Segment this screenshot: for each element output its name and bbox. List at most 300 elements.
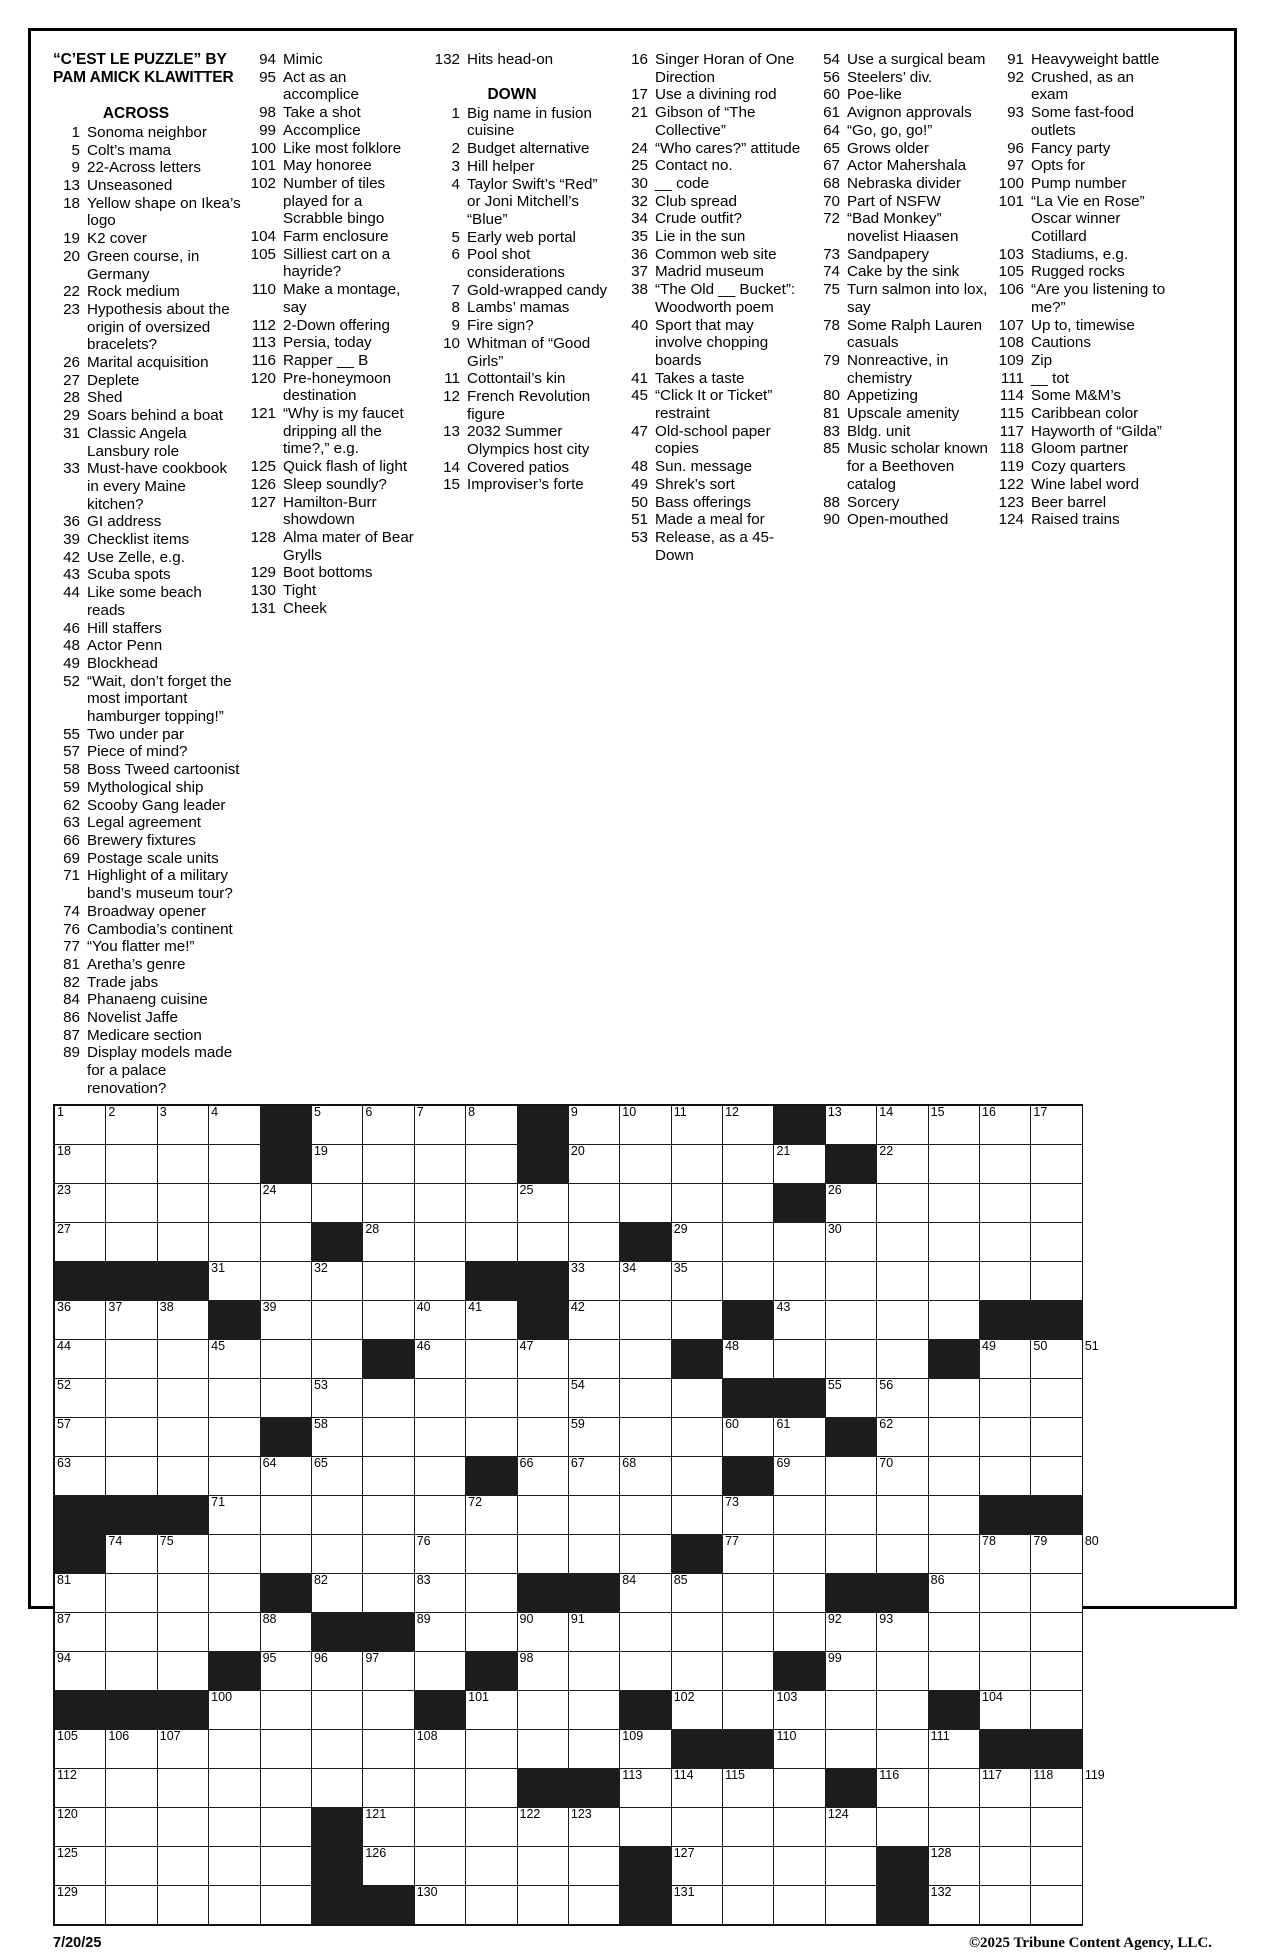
grid-cell[interactable]	[311, 1300, 362, 1339]
grid-cell[interactable]	[877, 1144, 928, 1183]
grid-cell[interactable]	[363, 1378, 414, 1417]
grid-cell[interactable]	[1031, 1846, 1082, 1885]
grid-cell[interactable]	[209, 1885, 260, 1925]
grid-cell[interactable]	[825, 1105, 876, 1145]
grid-cell[interactable]	[825, 1183, 876, 1222]
grid-cell[interactable]	[620, 1807, 671, 1846]
grid-cell[interactable]	[774, 1846, 825, 1885]
grid-cell[interactable]	[54, 1456, 106, 1495]
grid-cell[interactable]	[311, 1261, 362, 1300]
grid-cell[interactable]	[568, 1222, 619, 1261]
grid-cell[interactable]	[568, 1339, 619, 1378]
grid-cell[interactable]	[980, 1378, 1031, 1417]
grid-cell[interactable]	[825, 1300, 876, 1339]
grid-cell[interactable]	[414, 1534, 465, 1573]
grid-cell[interactable]	[620, 1651, 671, 1690]
grid-cell[interactable]	[774, 1144, 825, 1183]
grid-cell[interactable]	[311, 1495, 362, 1534]
grid-cell[interactable]	[363, 1222, 414, 1261]
grid-cell[interactable]	[209, 1573, 260, 1612]
grid-cell[interactable]	[980, 1183, 1031, 1222]
grid-cell[interactable]	[620, 1456, 671, 1495]
grid-cell[interactable]	[568, 1105, 619, 1145]
grid-cell[interactable]	[723, 1222, 774, 1261]
grid-cell[interactable]	[825, 1612, 876, 1651]
grid-cell[interactable]	[774, 1261, 825, 1300]
grid-cell[interactable]	[466, 1534, 517, 1573]
grid-cell[interactable]	[774, 1456, 825, 1495]
grid-cell[interactable]	[825, 1456, 876, 1495]
grid-cell[interactable]	[260, 1534, 311, 1573]
grid-cell[interactable]	[1031, 1339, 1082, 1378]
grid-cell[interactable]	[877, 1729, 928, 1768]
grid-cell[interactable]	[1031, 1261, 1082, 1300]
grid-cell[interactable]	[517, 1729, 568, 1768]
grid-cell[interactable]	[877, 1300, 928, 1339]
grid-cell[interactable]	[980, 1105, 1031, 1145]
grid-cell[interactable]	[1031, 1807, 1082, 1846]
grid-cell[interactable]	[466, 1378, 517, 1417]
grid-cell[interactable]	[466, 1612, 517, 1651]
grid-cell[interactable]	[774, 1729, 825, 1768]
grid-cell[interactable]	[414, 1807, 465, 1846]
grid-cell[interactable]	[517, 1651, 568, 1690]
grid-cell[interactable]	[774, 1573, 825, 1612]
grid-cell[interactable]	[723, 1417, 774, 1456]
grid-cell[interactable]	[723, 1339, 774, 1378]
grid-cell[interactable]	[568, 1534, 619, 1573]
grid-cell[interactable]	[1031, 1690, 1082, 1729]
grid-cell[interactable]	[723, 1495, 774, 1534]
grid-cell[interactable]	[260, 1729, 311, 1768]
grid-cell[interactable]	[825, 1534, 876, 1573]
grid-cell[interactable]	[568, 1300, 619, 1339]
grid-cell[interactable]	[466, 1144, 517, 1183]
grid-cell[interactable]	[209, 1417, 260, 1456]
crossword-grid[interactable]	[53, 1104, 1105, 1926]
grid-cell[interactable]	[671, 1222, 722, 1261]
grid-cell[interactable]	[106, 1729, 157, 1768]
grid-cell[interactable]	[106, 1183, 157, 1222]
grid-cell[interactable]	[825, 1651, 876, 1690]
grid-cell[interactable]	[568, 1183, 619, 1222]
grid-cell[interactable]	[517, 1456, 568, 1495]
grid-cell[interactable]	[260, 1612, 311, 1651]
grid-cell[interactable]	[928, 1456, 979, 1495]
grid-cell[interactable]	[980, 1885, 1031, 1925]
grid-cell[interactable]	[363, 1573, 414, 1612]
grid-cell[interactable]	[363, 1690, 414, 1729]
grid-cell[interactable]	[774, 1495, 825, 1534]
grid-cell[interactable]	[517, 1495, 568, 1534]
grid-cell[interactable]	[1031, 1105, 1082, 1145]
grid-cell[interactable]	[568, 1807, 619, 1846]
grid-cell[interactable]	[466, 1222, 517, 1261]
grid-cell[interactable]	[1031, 1417, 1082, 1456]
grid-cell[interactable]	[517, 1183, 568, 1222]
grid-cell[interactable]	[517, 1339, 568, 1378]
grid-cell[interactable]	[209, 1222, 260, 1261]
grid-cell[interactable]	[620, 1105, 671, 1145]
grid-cell[interactable]	[157, 1807, 208, 1846]
grid-cell[interactable]	[260, 1885, 311, 1925]
grid-cell[interactable]	[877, 1417, 928, 1456]
grid-cell[interactable]	[157, 1885, 208, 1925]
grid-cell[interactable]	[54, 1768, 106, 1807]
grid-cell[interactable]	[209, 1612, 260, 1651]
grid-cell[interactable]	[723, 1807, 774, 1846]
grid-cell[interactable]	[980, 1417, 1031, 1456]
grid-cell[interactable]	[877, 1534, 928, 1573]
grid-cell[interactable]	[877, 1495, 928, 1534]
grid-cell[interactable]	[209, 1495, 260, 1534]
grid-cell[interactable]	[311, 1690, 362, 1729]
grid-cell[interactable]	[928, 1768, 979, 1807]
grid-cell[interactable]	[157, 1456, 208, 1495]
grid-cell[interactable]	[157, 1612, 208, 1651]
grid-cell[interactable]	[363, 1183, 414, 1222]
grid-cell[interactable]	[568, 1144, 619, 1183]
grid-cell[interactable]	[363, 1300, 414, 1339]
grid-cell[interactable]	[414, 1885, 465, 1925]
grid-cell[interactable]	[671, 1261, 722, 1300]
grid-cell[interactable]	[774, 1690, 825, 1729]
grid-cell[interactable]	[774, 1612, 825, 1651]
grid-cell[interactable]	[980, 1807, 1031, 1846]
grid-cell[interactable]	[209, 1183, 260, 1222]
grid-cell[interactable]	[311, 1534, 362, 1573]
grid-cell[interactable]	[1031, 1768, 1082, 1807]
grid-cell[interactable]	[157, 1729, 208, 1768]
grid-cell[interactable]	[54, 1846, 106, 1885]
grid-cell[interactable]	[54, 1183, 106, 1222]
grid-cell[interactable]	[671, 1846, 722, 1885]
grid-cell[interactable]	[311, 1339, 362, 1378]
grid-cell[interactable]	[723, 1690, 774, 1729]
grid-cell[interactable]	[311, 1417, 362, 1456]
grid-cell[interactable]	[54, 1612, 106, 1651]
grid-cell[interactable]	[54, 1339, 106, 1378]
grid-cell[interactable]	[311, 1768, 362, 1807]
grid-cell[interactable]	[414, 1144, 465, 1183]
grid-cell[interactable]	[825, 1339, 876, 1378]
grid-cell[interactable]	[54, 1417, 106, 1456]
grid-cell[interactable]	[311, 1729, 362, 1768]
grid-cell[interactable]	[671, 1378, 722, 1417]
grid-cell[interactable]	[414, 1339, 465, 1378]
grid-cell[interactable]	[825, 1885, 876, 1925]
grid-cell[interactable]	[106, 1885, 157, 1925]
grid-cell[interactable]	[671, 1612, 722, 1651]
grid-cell[interactable]	[671, 1495, 722, 1534]
grid-cell[interactable]	[671, 1651, 722, 1690]
grid-cell[interactable]	[209, 1144, 260, 1183]
grid-cell[interactable]	[106, 1105, 157, 1145]
grid-cell[interactable]	[620, 1534, 671, 1573]
grid-cell[interactable]	[209, 1846, 260, 1885]
grid-cell[interactable]	[568, 1729, 619, 1768]
grid-cell[interactable]	[363, 1534, 414, 1573]
grid-cell[interactable]	[928, 1807, 979, 1846]
grid-cell[interactable]	[877, 1690, 928, 1729]
grid-cell[interactable]	[620, 1729, 671, 1768]
grid-cell[interactable]	[466, 1768, 517, 1807]
grid-cell[interactable]	[980, 1690, 1031, 1729]
grid-cell[interactable]	[980, 1339, 1031, 1378]
grid-cell[interactable]	[414, 1417, 465, 1456]
grid-cell[interactable]	[106, 1300, 157, 1339]
grid-cell[interactable]	[157, 1378, 208, 1417]
grid-cell[interactable]	[157, 1144, 208, 1183]
grid-cell[interactable]	[414, 1651, 465, 1690]
grid-cell[interactable]	[260, 1690, 311, 1729]
grid-cell[interactable]	[414, 1105, 465, 1145]
grid-cell[interactable]	[466, 1846, 517, 1885]
grid-cell[interactable]	[311, 1573, 362, 1612]
grid-cell[interactable]	[877, 1105, 928, 1145]
grid-cell[interactable]	[1031, 1222, 1082, 1261]
grid-cell[interactable]	[774, 1339, 825, 1378]
grid-cell[interactable]	[363, 1495, 414, 1534]
grid-cell[interactable]	[517, 1612, 568, 1651]
grid-cell[interactable]	[671, 1456, 722, 1495]
grid-cell[interactable]	[466, 1417, 517, 1456]
grid-cell[interactable]	[209, 1378, 260, 1417]
grid-cell[interactable]	[774, 1222, 825, 1261]
grid-cell[interactable]	[877, 1651, 928, 1690]
grid-cell[interactable]	[671, 1417, 722, 1456]
grid-cell[interactable]	[106, 1378, 157, 1417]
grid-cell[interactable]	[671, 1690, 722, 1729]
grid-cell[interactable]	[106, 1222, 157, 1261]
grid-cell[interactable]	[209, 1105, 260, 1145]
grid-cell[interactable]	[620, 1261, 671, 1300]
grid-cell[interactable]	[209, 1339, 260, 1378]
grid-cell[interactable]	[54, 1885, 106, 1925]
grid-cell[interactable]	[54, 1300, 106, 1339]
grid-cell[interactable]	[260, 1300, 311, 1339]
grid-cell[interactable]	[980, 1261, 1031, 1300]
grid-cell[interactable]	[568, 1378, 619, 1417]
grid-cell[interactable]	[260, 1456, 311, 1495]
grid-cell[interactable]	[723, 1183, 774, 1222]
grid-cell[interactable]	[517, 1222, 568, 1261]
grid-cell[interactable]	[723, 1612, 774, 1651]
grid-cell[interactable]	[54, 1573, 106, 1612]
grid-cell[interactable]	[311, 1144, 362, 1183]
grid-cell[interactable]	[54, 1144, 106, 1183]
grid-cell[interactable]	[825, 1261, 876, 1300]
grid-cell[interactable]	[928, 1612, 979, 1651]
grid-cell[interactable]	[517, 1690, 568, 1729]
grid-cell[interactable]	[414, 1729, 465, 1768]
grid-cell[interactable]	[1031, 1144, 1082, 1183]
grid-cell[interactable]	[517, 1417, 568, 1456]
grid-cell[interactable]	[517, 1885, 568, 1925]
grid-cell[interactable]	[209, 1261, 260, 1300]
grid-cell[interactable]	[825, 1807, 876, 1846]
grid-cell[interactable]	[106, 1144, 157, 1183]
grid-cell[interactable]	[157, 1651, 208, 1690]
grid-cell[interactable]	[877, 1807, 928, 1846]
grid-cell[interactable]	[620, 1495, 671, 1534]
grid-cell[interactable]	[723, 1768, 774, 1807]
grid-cell[interactable]	[363, 1807, 414, 1846]
grid-cell[interactable]	[928, 1885, 979, 1925]
grid-cell[interactable]	[980, 1456, 1031, 1495]
grid-cell[interactable]	[209, 1768, 260, 1807]
grid-cell[interactable]	[414, 1846, 465, 1885]
grid-cell[interactable]	[877, 1222, 928, 1261]
grid-cell[interactable]	[774, 1534, 825, 1573]
grid-cell[interactable]	[1031, 1378, 1082, 1417]
grid-cell[interactable]	[723, 1651, 774, 1690]
grid-cell[interactable]	[414, 1300, 465, 1339]
grid-cell[interactable]	[260, 1768, 311, 1807]
grid-cell[interactable]	[106, 1612, 157, 1651]
grid-cell[interactable]	[414, 1495, 465, 1534]
grid-cell[interactable]	[568, 1261, 619, 1300]
grid-cell[interactable]	[928, 1729, 979, 1768]
grid-cell[interactable]	[106, 1768, 157, 1807]
grid-cell[interactable]	[671, 1807, 722, 1846]
grid-cell[interactable]	[414, 1378, 465, 1417]
grid-cell[interactable]	[517, 1807, 568, 1846]
grid-cell[interactable]	[209, 1456, 260, 1495]
grid-cell[interactable]	[106, 1846, 157, 1885]
grid-cell[interactable]	[928, 1534, 979, 1573]
grid-cell[interactable]	[825, 1495, 876, 1534]
grid-cell[interactable]	[928, 1105, 979, 1145]
grid-cell[interactable]	[260, 1378, 311, 1417]
grid-cell[interactable]	[466, 1807, 517, 1846]
grid-cell[interactable]	[363, 1729, 414, 1768]
grid-cell[interactable]	[774, 1768, 825, 1807]
grid-cell[interactable]	[980, 1534, 1031, 1573]
grid-cell[interactable]	[363, 1261, 414, 1300]
grid-cell[interactable]	[928, 1495, 979, 1534]
grid-cell[interactable]	[466, 1105, 517, 1145]
grid-cell[interactable]	[620, 1300, 671, 1339]
grid-cell[interactable]	[209, 1807, 260, 1846]
grid-cell[interactable]	[157, 1534, 208, 1573]
grid-cell[interactable]	[260, 1339, 311, 1378]
grid-cell[interactable]	[260, 1807, 311, 1846]
grid-cell[interactable]	[517, 1378, 568, 1417]
grid-cell[interactable]	[54, 1651, 106, 1690]
grid-cell[interactable]	[980, 1222, 1031, 1261]
grid-cell[interactable]	[466, 1300, 517, 1339]
grid-cell[interactable]	[414, 1183, 465, 1222]
grid-cell[interactable]	[980, 1612, 1031, 1651]
grid-cell[interactable]	[671, 1183, 722, 1222]
grid-cell[interactable]	[157, 1846, 208, 1885]
grid-cell[interactable]	[620, 1378, 671, 1417]
grid-cell[interactable]	[825, 1729, 876, 1768]
grid-cell[interactable]	[774, 1885, 825, 1925]
grid-cell[interactable]	[157, 1183, 208, 1222]
grid-cell[interactable]	[311, 1378, 362, 1417]
grid-cell[interactable]	[106, 1651, 157, 1690]
grid-cell[interactable]	[414, 1456, 465, 1495]
grid-cell[interactable]	[928, 1573, 979, 1612]
grid-cell[interactable]	[877, 1183, 928, 1222]
grid-cell[interactable]	[466, 1729, 517, 1768]
grid-cell[interactable]	[980, 1144, 1031, 1183]
grid-cell[interactable]	[877, 1339, 928, 1378]
grid-cell[interactable]	[928, 1417, 979, 1456]
grid-cell[interactable]	[928, 1300, 979, 1339]
grid-cell[interactable]	[980, 1768, 1031, 1807]
grid-cell[interactable]	[1031, 1651, 1082, 1690]
grid-cell[interactable]	[620, 1612, 671, 1651]
grid-cell[interactable]	[877, 1612, 928, 1651]
grid-cell[interactable]	[517, 1534, 568, 1573]
grid-cell[interactable]	[466, 1690, 517, 1729]
grid-cell[interactable]	[209, 1690, 260, 1729]
grid-cell[interactable]	[517, 1846, 568, 1885]
grid-cell[interactable]	[106, 1573, 157, 1612]
grid-cell[interactable]	[723, 1534, 774, 1573]
grid-cell[interactable]	[671, 1885, 722, 1925]
grid-cell[interactable]	[928, 1846, 979, 1885]
grid-cell[interactable]	[774, 1417, 825, 1456]
grid-cell[interactable]	[671, 1300, 722, 1339]
grid-cell[interactable]	[54, 1222, 106, 1261]
grid-cell[interactable]	[209, 1729, 260, 1768]
grid-cell[interactable]	[260, 1183, 311, 1222]
grid-cell[interactable]	[980, 1573, 1031, 1612]
grid-cell[interactable]	[877, 1456, 928, 1495]
grid-cell[interactable]	[311, 1651, 362, 1690]
grid-cell[interactable]	[363, 1456, 414, 1495]
grid-cell[interactable]	[466, 1573, 517, 1612]
grid-cell[interactable]	[671, 1144, 722, 1183]
grid-cell[interactable]	[1031, 1612, 1082, 1651]
grid-cell[interactable]	[414, 1573, 465, 1612]
grid-cell[interactable]	[54, 1105, 106, 1145]
grid-cell[interactable]	[106, 1339, 157, 1378]
grid-cell[interactable]	[363, 1651, 414, 1690]
grid-cell[interactable]	[414, 1261, 465, 1300]
grid-cell[interactable]	[466, 1885, 517, 1925]
grid-cell[interactable]	[106, 1417, 157, 1456]
grid-cell[interactable]	[877, 1768, 928, 1807]
grid-cell[interactable]	[311, 1105, 362, 1145]
grid-cell[interactable]	[1031, 1456, 1082, 1495]
grid-cell[interactable]	[928, 1144, 979, 1183]
grid-cell[interactable]	[414, 1768, 465, 1807]
grid-cell[interactable]	[260, 1261, 311, 1300]
grid-cell[interactable]	[568, 1690, 619, 1729]
grid-cell[interactable]	[723, 1573, 774, 1612]
grid-cell[interactable]	[311, 1183, 362, 1222]
grid-cell[interactable]	[157, 1768, 208, 1807]
grid-cell[interactable]	[157, 1105, 208, 1145]
grid-cell[interactable]	[106, 1807, 157, 1846]
grid-cell[interactable]	[980, 1846, 1031, 1885]
grid-cell[interactable]	[928, 1183, 979, 1222]
grid-cell[interactable]	[877, 1378, 928, 1417]
grid-cell[interactable]	[928, 1378, 979, 1417]
grid-cell[interactable]	[157, 1222, 208, 1261]
grid-cell[interactable]	[928, 1222, 979, 1261]
grid-cell[interactable]	[466, 1495, 517, 1534]
grid-cell[interactable]	[620, 1573, 671, 1612]
grid-cell[interactable]	[568, 1885, 619, 1925]
grid-cell[interactable]	[723, 1846, 774, 1885]
grid-cell[interactable]	[1031, 1534, 1082, 1573]
